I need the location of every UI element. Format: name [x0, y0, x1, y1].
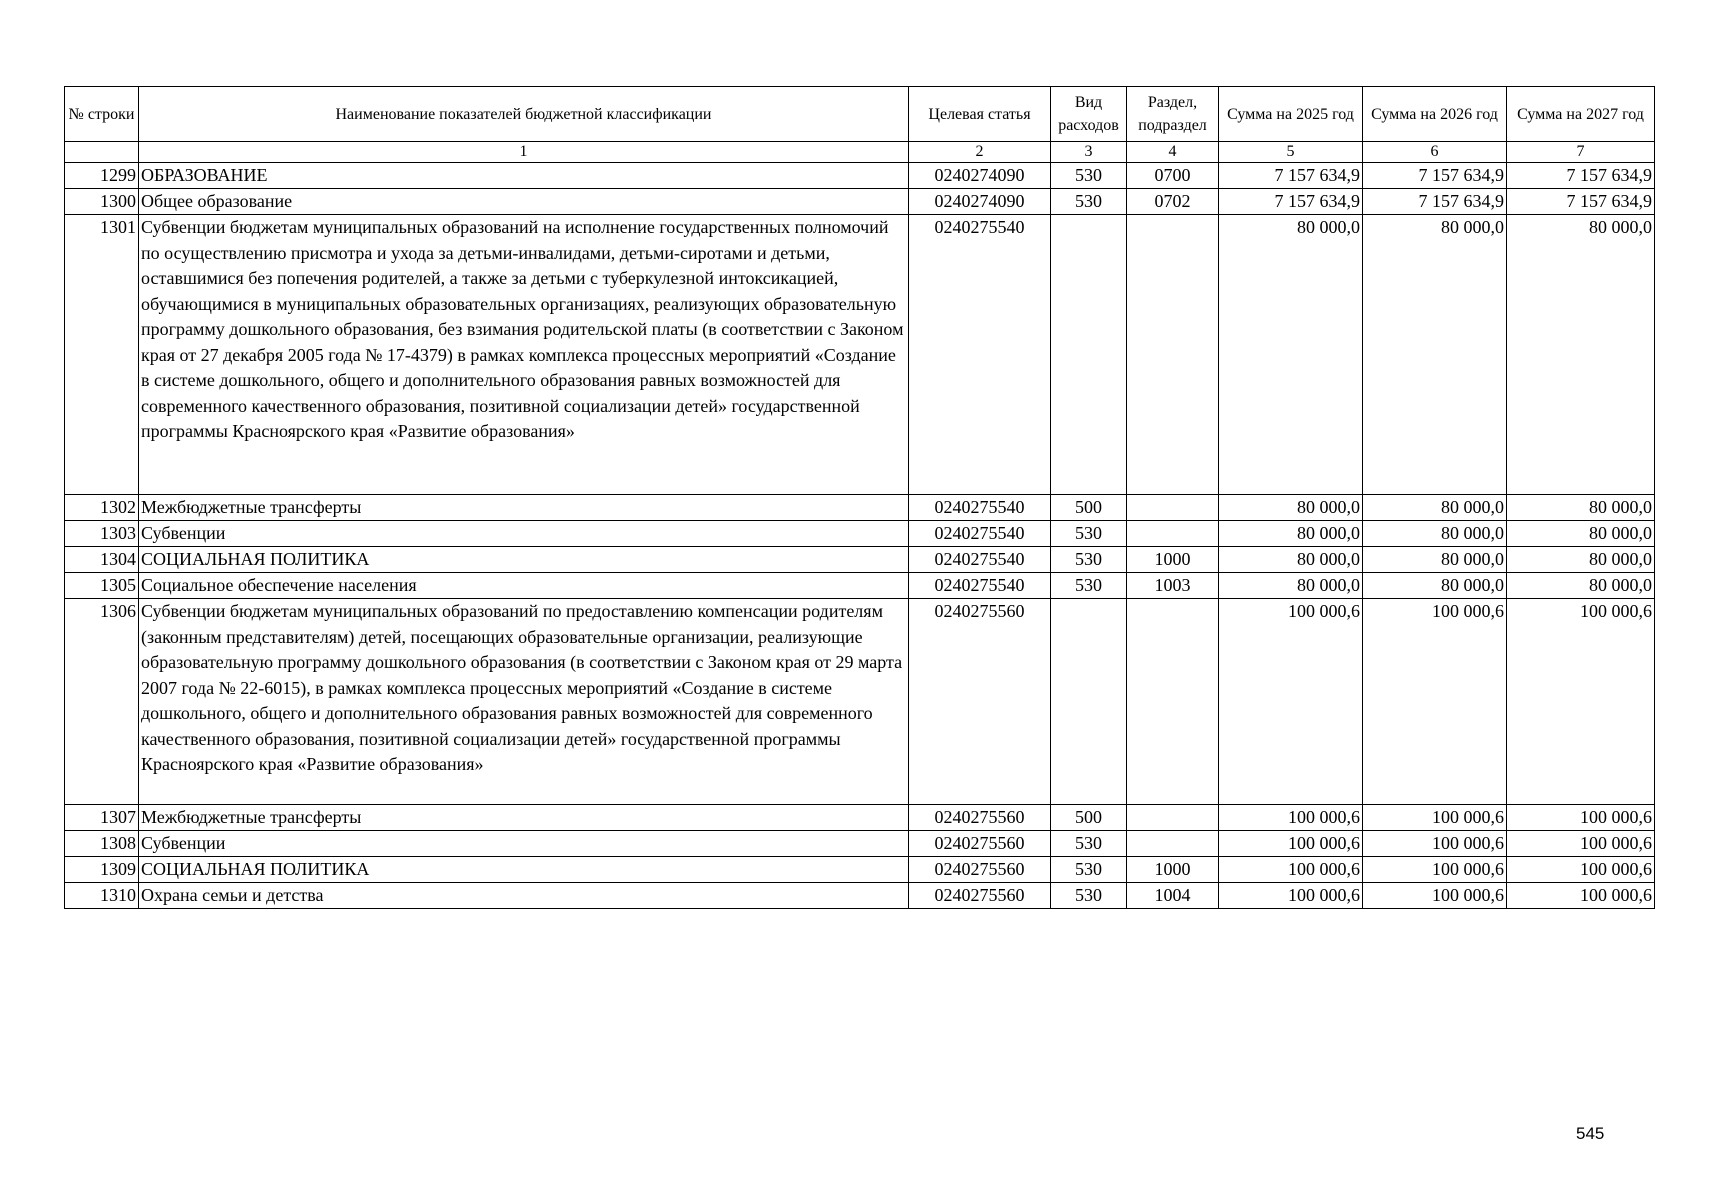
- indicator-name: Субвенции бюджетам муниципальных образований на исполнение государственных полномочий по осуществлению присмотра и ухода за детьми-инвалидами, детьми-сиротами и детьми, оставшимися без попечения родителей, а также за детьми с туберкулезной интоксикацией, обучающимися в муниципальных образовательных организациях, реализующих образовательную программу дошкольного образования, без взимания родительской платы (в соответствии с Законом края от 27 декабря 2005 года № 17-4379) в рамках комплекса процессных мероприятий «Создание в системе дошкольного, общего и дополнительного образования равных возможностей для современного качественного образования, позитивной социализации детей» государственной программы Красноярского края «Развитие образования»: [139, 215, 909, 495]
- row-number: 1304: [65, 547, 139, 573]
- indicator-name: Социальное обеспечение населения: [139, 573, 909, 599]
- sum-2025: 80 000,0: [1219, 521, 1363, 547]
- column-number: 5: [1219, 142, 1363, 163]
- section-code: [1127, 521, 1219, 547]
- sum-2026: 100 000,6: [1363, 831, 1507, 857]
- row-number: 1300: [65, 189, 139, 215]
- row-number: 1303: [65, 521, 139, 547]
- sum-2026: 80 000,0: [1363, 521, 1507, 547]
- expense-type: 500: [1051, 805, 1127, 831]
- sum-2027: 80 000,0: [1507, 547, 1655, 573]
- target-article: 0240275560: [909, 805, 1051, 831]
- section-code: 1000: [1127, 857, 1219, 883]
- expense-type: 530: [1051, 189, 1127, 215]
- target-article: 0240275540: [909, 521, 1051, 547]
- row-number: 1301: [65, 215, 139, 495]
- sum-2025: 80 000,0: [1219, 495, 1363, 521]
- section-code: [1127, 831, 1219, 857]
- sum-2025: 80 000,0: [1219, 573, 1363, 599]
- table-row: [65, 599, 1655, 805]
- page-number: 545: [1576, 1124, 1605, 1143]
- sum-2027: 80 000,0: [1507, 573, 1655, 599]
- sum-2026: 80 000,0: [1363, 495, 1507, 521]
- column-number: 4: [1127, 142, 1219, 163]
- column-number: 1: [139, 142, 909, 163]
- sum-2026: 100 000,6: [1363, 599, 1507, 805]
- row-number: 1308: [65, 831, 139, 857]
- sum-2027: 100 000,6: [1507, 857, 1655, 883]
- expense-type: 530: [1051, 831, 1127, 857]
- table-row: [65, 521, 1655, 547]
- sum-2025: 80 000,0: [1219, 547, 1363, 573]
- indicator-name: ОБРАЗОВАНИЕ: [139, 163, 909, 189]
- indicator-name: Субвенции: [139, 521, 909, 547]
- sum-2027: 80 000,0: [1507, 495, 1655, 521]
- sum-2025: 7 157 634,9: [1219, 163, 1363, 189]
- sum-2025: 80 000,0: [1219, 215, 1363, 495]
- target-article: 0240275560: [909, 857, 1051, 883]
- table-row: [65, 547, 1655, 573]
- budget-classification-table: [64, 86, 1655, 909]
- sum-2025: 100 000,6: [1219, 883, 1363, 909]
- header-section: Раздел, подраздел: [1127, 87, 1219, 142]
- header-expense-type: Вид расходов: [1051, 87, 1127, 142]
- header-indicator-name: Наименование показателей бюджетной классификации: [139, 87, 909, 142]
- target-article: 0240275540: [909, 215, 1051, 495]
- table-row: [65, 857, 1655, 883]
- header-sum-2027: Сумма на 2027 год: [1507, 87, 1655, 142]
- indicator-name: Субвенции бюджетам муниципальных образований по предоставлению компенсации родителям (законным представителям) детей, посещающих образовательные организации, реализующие образовательную программу дошкольного образования (в соответствии с Законом края от 29 марта 2007 года № 22-6015), в рамках комплекса процессных мероприятий «Создание в системе дошкольного, общего и дополнительного образования равных возможностей для современного качественного образования, позитивной социализации детей» государственной программы Красноярского края «Развитие образования»: [139, 599, 909, 805]
- section-code: [1127, 599, 1219, 805]
- column-number: [65, 142, 139, 163]
- expense-type: 530: [1051, 573, 1127, 599]
- header-sum-2026: Сумма на 2026 год: [1363, 87, 1507, 142]
- column-number-row: [65, 142, 1655, 163]
- sum-2026: 80 000,0: [1363, 215, 1507, 495]
- row-number: 1309: [65, 857, 139, 883]
- sum-2026: 7 157 634,9: [1363, 189, 1507, 215]
- table-row: [65, 495, 1655, 521]
- row-number: 1307: [65, 805, 139, 831]
- target-article: 0240274090: [909, 163, 1051, 189]
- sum-2025: 100 000,6: [1219, 857, 1363, 883]
- header-sum-2025: Сумма на 2025 год: [1219, 87, 1363, 142]
- sum-2025: 100 000,6: [1219, 599, 1363, 805]
- table-row: [65, 215, 1655, 495]
- sum-2027: 100 000,6: [1507, 883, 1655, 909]
- table-row: [65, 831, 1655, 857]
- sum-2027: 100 000,6: [1507, 805, 1655, 831]
- expense-type: 500: [1051, 495, 1127, 521]
- sum-2026: 100 000,6: [1363, 883, 1507, 909]
- sum-2026: 7 157 634,9: [1363, 163, 1507, 189]
- column-number: 2: [909, 142, 1051, 163]
- table-row: [65, 883, 1655, 909]
- expense-type: 530: [1051, 857, 1127, 883]
- indicator-name: Общее образование: [139, 189, 909, 215]
- section-code: 1004: [1127, 883, 1219, 909]
- row-number: 1299: [65, 163, 139, 189]
- target-article: 0240275560: [909, 831, 1051, 857]
- sum-2025: 100 000,6: [1219, 831, 1363, 857]
- sum-2027: 80 000,0: [1507, 521, 1655, 547]
- indicator-name: СОЦИАЛЬНАЯ ПОЛИТИКА: [139, 547, 909, 573]
- sum-2025: 7 157 634,9: [1219, 189, 1363, 215]
- expense-type: 530: [1051, 883, 1127, 909]
- row-number: 1302: [65, 495, 139, 521]
- section-code: 0700: [1127, 163, 1219, 189]
- target-article: 0240274090: [909, 189, 1051, 215]
- sum-2027: 7 157 634,9: [1507, 163, 1655, 189]
- row-number: 1306: [65, 599, 139, 805]
- column-number: 7: [1507, 142, 1655, 163]
- table-row: [65, 805, 1655, 831]
- sum-2025: 100 000,6: [1219, 805, 1363, 831]
- indicator-name: Межбюджетные трансферты: [139, 495, 909, 521]
- sum-2026: 100 000,6: [1363, 805, 1507, 831]
- target-article: 0240275560: [909, 599, 1051, 805]
- indicator-name: Межбюджетные трансферты: [139, 805, 909, 831]
- expense-type: [1051, 599, 1127, 805]
- indicator-name: Охрана семьи и детства: [139, 883, 909, 909]
- table-row: [65, 573, 1655, 599]
- sum-2026: 80 000,0: [1363, 573, 1507, 599]
- table-row: [65, 163, 1655, 189]
- sum-2027: 80 000,0: [1507, 215, 1655, 495]
- indicator-name: Субвенции: [139, 831, 909, 857]
- sum-2026: 100 000,6: [1363, 857, 1507, 883]
- section-code: 0702: [1127, 189, 1219, 215]
- sum-2027: 7 157 634,9: [1507, 189, 1655, 215]
- section-code: [1127, 805, 1219, 831]
- section-code: 1003: [1127, 573, 1219, 599]
- row-number: 1310: [65, 883, 139, 909]
- column-number: 3: [1051, 142, 1127, 163]
- header-row: [65, 87, 1655, 142]
- target-article: 0240275540: [909, 495, 1051, 521]
- column-number: 6: [1363, 142, 1507, 163]
- table-row: [65, 189, 1655, 215]
- target-article: 0240275540: [909, 547, 1051, 573]
- expense-type: 530: [1051, 547, 1127, 573]
- section-code: 1000: [1127, 547, 1219, 573]
- row-number: 1305: [65, 573, 139, 599]
- sum-2027: 100 000,6: [1507, 599, 1655, 805]
- expense-type: 530: [1051, 163, 1127, 189]
- header-target-article: Целевая статья: [909, 87, 1051, 142]
- expense-type: [1051, 215, 1127, 495]
- section-code: [1127, 215, 1219, 495]
- expense-type: 530: [1051, 521, 1127, 547]
- sum-2026: 80 000,0: [1363, 547, 1507, 573]
- indicator-name: СОЦИАЛЬНАЯ ПОЛИТИКА: [139, 857, 909, 883]
- header-row-number: № строки: [65, 87, 139, 142]
- target-article: 0240275540: [909, 573, 1051, 599]
- section-code: [1127, 495, 1219, 521]
- sum-2027: 100 000,6: [1507, 831, 1655, 857]
- target-article: 0240275560: [909, 883, 1051, 909]
